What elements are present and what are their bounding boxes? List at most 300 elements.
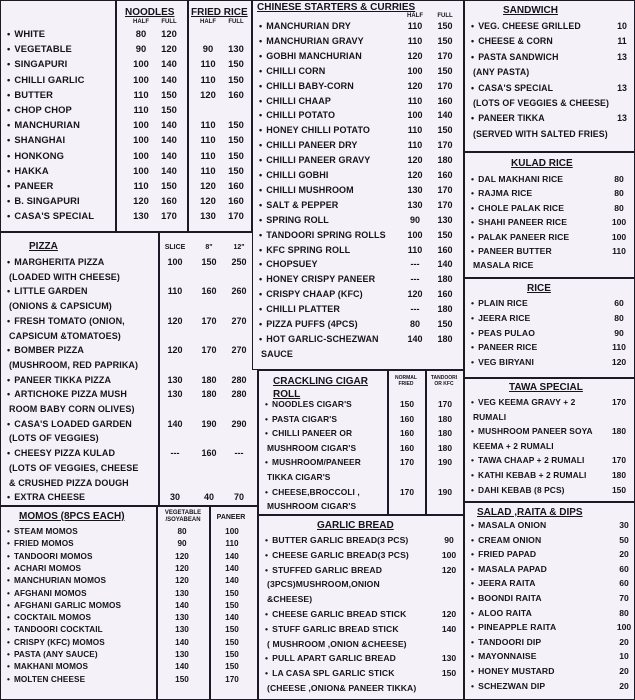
menu-item-price: 160 [161,195,177,207]
menu-item-row [465,441,634,455]
menu-item-price: 180 [437,274,453,285]
menu-item-name: ROOM BABY CORN OLIVES) [9,404,135,414]
menu-item-price: 130 [437,214,453,225]
menu-item-price: 130 [167,389,183,400]
menu-item-name: • MANCHURIAN [7,119,80,130]
menu-item-name: • VEG. CHEESE GRILLED [471,21,581,31]
friedrice-full-col: FULL [228,19,244,25]
menu-item-price: 80 [619,607,629,618]
menu-item-price: 140 [225,613,239,623]
menu-item-price: 100 [407,110,423,121]
menu-item-row [1,43,251,57]
menu-item-row [465,83,634,97]
menu-item-price: 120 [407,50,423,61]
momos-header: MOMOS (8PCS EACH) [19,511,125,522]
menu-item-price: 110 [200,134,216,146]
menu-item-row [253,334,463,348]
menu-item-row [1,375,257,389]
menu-item-row [1,345,257,359]
menu-item-name: • SHANGHAI [7,134,65,145]
menu-item-row [253,110,463,124]
menu-item-price: 100 [133,73,149,85]
menu-item-price: 160 [228,180,244,191]
menu-item-row [465,412,634,426]
menu-item-price: 100 [616,622,632,633]
menu-item-price: 180 [201,374,217,385]
menu-item-price: 70 [619,593,629,603]
menu-item-price: 190 [438,486,452,497]
menu-item-price: 130 [175,650,189,659]
menu-item-price: 130 [175,613,189,623]
menu-item-price: 140 [175,600,189,610]
menu-item-name: MUSHROOM CIGAR'S [267,442,357,453]
menu-item-price: 100 [133,164,149,176]
menu-item-name: • PULL APART GARLIC BREAD [265,653,396,663]
menu-item-name: • CHILLI PANEER DRY [259,140,357,150]
menu-item-name: • PANEER TIKKA PIZZA [7,375,111,385]
menu-item-price: 140 [225,563,239,573]
menu-item-row [465,485,634,499]
menu-item-row [465,129,634,143]
menu-item-price: 100 [441,549,457,560]
menu-item-price: 180 [437,155,453,166]
menu-item-price: 60 [614,298,624,308]
menu-item-price: 130 [407,184,423,195]
menu-item-price: 170 [400,486,414,497]
menu-item-price: 160 [201,286,217,297]
menu-item-price: 150 [228,164,244,176]
menu-item-name: • PANEER [7,180,53,191]
menu-item-price: 130 [200,210,216,222]
menu-item-name: • BOMBER PIZZA [7,345,84,355]
menu-item-row [465,98,634,112]
menu-item-row [465,203,634,217]
menu-item-name: • RAJMA RICE [471,188,532,198]
menu-item-name: (3PCS)MUSHROOM,ONION [267,579,380,590]
menu-item-price: 180 [612,426,626,437]
menu-item-name: • BOONDI RAITA [471,593,542,603]
menu-item-row [1,89,251,103]
menu-item-name: • SINGAPURI [7,58,67,69]
menu-item-price: 170 [612,397,626,407]
menu-item-name: MASALA RICE [473,260,534,271]
menu-item-row [465,298,634,312]
menu-item-price: 30 [619,520,629,530]
menu-item-row [1,448,257,462]
menu-item-price: 160 [400,413,414,424]
menu-item-name: MUSHROOM CIGAR'S [267,501,357,512]
menu-item-name: (LOADED WITH CHEESE) [9,271,120,282]
pizza-slice-col: SLICE [164,244,186,251]
menu-item-price: 150 [225,600,239,610]
menu-item-price: 270 [231,315,247,326]
menu-item-row [253,96,463,110]
menu-item-price: 140 [161,73,177,85]
menu-item-name: • HAKKA [7,165,49,176]
menu-item-price: 150 [225,662,239,672]
menu-item-price: 170 [438,399,452,409]
menu-item-price: 110 [407,140,423,151]
menu-item-price: 100 [611,217,627,228]
rice-header: RICE [527,283,551,294]
menu-item-row [465,426,634,440]
menu-item-price: --- [410,259,420,270]
pizza-12-col: 12" [233,244,245,251]
menu-item-name: • FRIED MOMOS [7,539,74,548]
menu-item-name: • WHITE [7,28,45,39]
menu-item-name: • MASALA ONION [471,520,546,530]
menu-item-name: • CHEESE GARLIC BREAD(3 PCS) [265,550,409,560]
menu-item-price: 100 [611,231,627,242]
menu-item-price: 110 [133,180,149,191]
menu-item-name: • FRESH TOMATO (ONION, [7,316,125,326]
menu-item-price: 140 [161,164,177,176]
menu-item-name: • CREAM ONION [471,535,541,545]
menu-item-row [465,21,634,35]
menu-item-row [253,155,463,169]
menu-item-name: • CHILLI PANEER GRAVY [259,155,370,165]
menu-item-price: 180 [437,304,453,315]
pizza-8-col: 8" [205,244,213,251]
menu-item-row [465,549,634,563]
menu-item-price: 160 [400,428,414,439]
menu-item-price: 150 [228,73,244,85]
menu-item-row [1,210,251,224]
menu-item-name: • MUSHROOM/PANEER [265,457,361,467]
menu-item-name: • MANCHURIAN DRY [259,21,351,31]
menu-item-row [465,622,634,636]
menu-item-row [259,443,463,457]
menu-item-price: 80 [614,174,624,184]
menu-item-price: 290 [231,418,247,429]
menu-item-name: • CHILLI BABY-CORN [259,81,354,91]
menu-item-price: 170 [437,184,453,195]
menu-item-price: 130 [175,588,189,598]
menu-item-price: 170 [400,457,414,468]
menu-item-price: 13 [617,113,627,124]
menu-item-row [1,28,251,42]
menu-item-price: 150 [225,637,239,647]
menu-item-price: 180 [438,442,452,453]
menu-item-price: 100 [407,65,423,76]
menu-item-row [1,675,257,689]
menu-item-price: 80 [177,527,187,536]
menu-item-row [465,260,634,274]
menu-item-row [465,608,634,622]
kulad-panel [464,152,635,278]
menu-item-price: 130 [407,199,423,210]
menu-item-row [259,653,463,667]
menu-item-price: 110 [200,58,216,70]
menu-item-price: 100 [225,527,239,536]
menu-item-name: • HONKONG [7,150,64,161]
menu-item-price: 120 [167,345,183,356]
menu-item-row [1,419,257,433]
menu-item-name: • MANCHURIAN GRAVY [259,36,364,46]
menu-item-row [1,331,257,345]
noodles-full-col: FULL [161,19,177,25]
menu-item-name: • BUTTER [7,89,53,100]
menu-item-price: 110 [200,164,216,176]
sandwich-panel [464,0,635,152]
menu-item-row [259,594,463,608]
menu-item-row [253,274,463,288]
menu-item-price: 90 [202,43,214,55]
menu-item-row [465,520,634,534]
noodles-header: NOODLES [125,7,175,18]
menu-item-price: 120 [175,576,189,586]
menu-item-price: 130 [228,43,244,55]
menu-item-name: • STUFFED GARLIC BREAD [265,565,382,575]
menu-item-price: 140 [161,119,177,131]
menu-item-name: CAPSICUM &TOMATOES) [9,330,121,341]
menu-item-name: • DAL MAKHANI RICE [471,174,563,184]
menu-item-row [259,609,463,623]
menu-item-name: • SPRING ROLL [259,215,329,225]
menu-item-price: 90 [177,539,187,549]
menu-item-price: 170 [612,455,626,466]
menu-item-name: ( MUSHROOM ,ONION &CHEESE) [267,638,407,649]
menu-item-name: • CHILLI CORN [259,66,325,76]
menu-item-row [1,272,257,286]
menu-item-row [465,578,634,592]
menu-item-price: 120 [161,28,177,39]
menu-item-name: • DAHI KEBAB (8 PCS) [471,485,565,495]
menu-item-price: 30 [169,492,180,503]
menu-item-price: 120 [161,43,177,55]
menu-item-row [465,174,634,188]
menu-item-row [1,492,257,506]
menu-item-name: • LA CASA SPL GARLIC STICK [265,668,395,678]
menu-item-price: 150 [228,134,244,146]
menu-item-name: (SERVED WITH SALTED FRIES) [473,128,608,139]
menu-item-name: • CHOLE PALAK RICE [471,203,564,213]
menu-item-price: 140 [407,333,423,344]
menu-item-price: 150 [441,668,457,679]
salad-panel [464,502,635,700]
menu-item-price: 70 [233,492,244,503]
menu-item-row [253,319,463,333]
menu-item-price: 160 [228,195,244,207]
menu-item-name: • PIZZA PUFFS (4PCS) [259,319,358,329]
menu-item-row [465,113,634,127]
menu-item-name: • CHOP CHOP [7,104,72,115]
menu-item-row [1,316,257,330]
menu-item-name: • TANDOORI COCKTAIL [7,625,103,634]
menu-item-price: 170 [161,210,177,222]
menu-item-row [259,550,463,564]
menu-item-row [259,457,463,471]
menu-item-row [259,639,463,653]
menu-item-price: 140 [225,576,239,586]
menu-item-name: • TAWA CHAAP + 2 RUMALI [471,455,584,465]
menu-item-price: 110 [612,246,626,256]
menu-item-price: 120 [407,289,423,300]
menu-item-name: • AFGHANI GARLIC MOMOS [7,601,121,610]
menu-item-name: • MARGHERITA PIZZA [7,257,104,267]
menu-item-price: 110 [133,104,149,115]
menu-item-row [259,399,463,413]
menu-item-price: 120 [167,315,183,326]
menu-item-row [465,232,634,246]
menu-item-price: 150 [225,588,239,598]
menu-item-name: • PASTA (ANY SAUCE) [7,650,98,659]
menu-item-row [253,289,463,303]
menu-item-name: • HONEY MUSTARD [471,666,555,676]
menu-item-row [259,414,463,428]
menu-item-price: 20 [619,680,629,691]
menu-item-row [1,165,251,179]
menu-item-row [465,246,634,260]
menu-item-price: 140 [161,134,177,146]
menu-item-price: 150 [228,119,244,131]
tawa-header: TAWA SPECIAL [509,382,583,393]
menu-item-price: --- [170,448,180,459]
menu-item-row [259,683,463,697]
cigar-header: CRACKLING CIGAR ROLL [273,376,368,400]
menu-item-name: • MAYONNAISE [471,651,537,661]
menu-item-price: 160 [400,442,414,453]
menu-item-price: 140 [175,637,189,647]
menu-item-price: 90 [444,535,454,545]
menu-item-name: • CHILLI GARLIC [7,74,84,85]
rice-panel [464,278,635,378]
menu-item-name: • ARTICHOKE PIZZA MUSH [7,389,127,399]
menu-item-name: • VEGETABLE [7,43,72,54]
menu-item-price: 270 [231,345,247,356]
menu-item-price: 80 [614,312,624,323]
menu-item-price: 120 [200,180,216,191]
menu-item-price: --- [410,274,420,285]
menu-item-name: • CHILLI POTATO [259,110,335,120]
menu-item-price: 40 [203,492,214,503]
menu-item-name: • ACHARI MOMOS [7,564,81,573]
menu-item-name: • VEG KEEMA GRAVY + 2 [471,397,575,407]
menu-item-price: 80 [614,188,624,199]
menu-item-price: 250 [231,257,247,267]
garlic-header: GARLIC BREAD [317,520,394,531]
menu-item-row [259,535,463,549]
menu-item-name: • KFC SPRING ROLL [259,245,350,255]
menu-item-price: 170 [201,345,217,356]
menu-item-row [465,357,634,371]
menu-item-row [253,200,463,214]
menu-item-price: 110 [407,35,423,46]
menu-item-row [1,360,257,374]
menu-item-price: 120 [611,357,627,368]
menu-item-row [1,463,257,477]
menu-item-price: 110 [225,539,239,549]
menu-item-row [465,637,634,651]
menu-item-name: • EXTRA CHEESE [7,492,85,502]
menu-item-row [259,501,463,515]
menu-item-price: 60 [619,578,629,589]
menu-item-row [1,150,251,164]
menu-item-row [253,349,463,363]
friedrice-header: FRIED RICE [191,7,248,18]
menu-item-price: 10 [619,651,629,662]
menu-item-price: 120 [441,609,457,619]
menu-item-name: • TANDOORI MOMOS [7,552,93,561]
menu-item-price: 90 [135,43,147,55]
menu-item-row [1,119,251,133]
cigar-tandoori-col: TANDOORI OR KFC [430,375,458,387]
menu-item-price: --- [234,448,244,459]
menu-item-row [253,66,463,80]
menu-item-price: 120 [133,195,149,207]
menu-item-name: (ANY PASTA) [473,67,530,78]
menu-item-price: 110 [200,73,216,85]
garlic-panel [258,515,464,700]
menu-item-price: 120 [407,80,423,91]
menu-item-name: • GOBHI MANCHURIAN [259,51,362,61]
menu-item-row [1,286,257,300]
menu-item-row [1,58,251,72]
menu-item-price: 150 [228,149,244,161]
menu-item-row [1,180,251,194]
menu-item-name: RUMALI [473,411,507,422]
menu-item-name: • BUTTER GARLIC BREAD(3 PCS) [265,535,408,545]
menu-item-price: 120 [175,563,189,573]
menu-item-row [253,170,463,184]
menu-item-name: • PANEER TIKKA [471,113,545,123]
menu-item-price: 10 [617,21,627,31]
menu-item-price: 100 [133,134,149,146]
menu-item-name: • CHEESE GARLIC BREAD STICK [265,609,406,619]
menu-item-row [1,301,257,315]
menu-item-price: 140 [437,259,453,270]
menu-item-row [259,579,463,593]
menu-item-name: • CHILLI GOBHI [259,170,328,180]
menu-item-price: 170 [437,140,453,151]
menu-item-row [1,389,257,403]
menu-item-price: 120 [200,88,216,100]
menu-item-name: • FRIED PAPAD [471,549,536,559]
menu-item-name: • HONEY CRISPY PANEER [259,274,375,284]
menu-item-price: 110 [612,342,626,353]
tawa-panel [464,378,635,502]
chinese-half-col: HALF [407,13,423,19]
menu-item-price: 170 [437,80,453,91]
noodles-half-col: HALF [133,19,149,25]
menu-item-name: • MAKHANI MOMOS [7,662,88,671]
menu-item-price: 160 [228,88,244,100]
menu-item-price: 150 [437,319,453,329]
menu-item-price: 100 [167,257,183,267]
menu-item-price: 150 [437,35,453,46]
menu-item-name: • CHEESY PIZZA KULAD [7,448,115,458]
menu-item-price: 150 [228,58,244,70]
pizza-header: PIZZA [29,241,58,252]
momos-panel [0,506,258,700]
menu-item-price: 150 [161,180,177,191]
menu-item-price: 170 [201,315,217,326]
menu-item-price: 110 [407,95,423,106]
menu-item-name: • SHAHI PANEER RICE [471,217,567,227]
menu-item-row [259,472,463,486]
menu-item-price: 170 [228,210,244,222]
menu-item-price: 160 [437,170,453,180]
menu-item-row [465,342,634,356]
menu-item-price: 150 [437,21,453,31]
menu-item-price: 150 [612,484,626,495]
menu-item-row [465,217,634,231]
menu-item-price: 180 [438,413,452,424]
menu-item-price: 110 [133,88,149,100]
menu-item-row [253,51,463,65]
menu-item-price: 90 [409,214,420,225]
menu-item-row [465,397,634,411]
